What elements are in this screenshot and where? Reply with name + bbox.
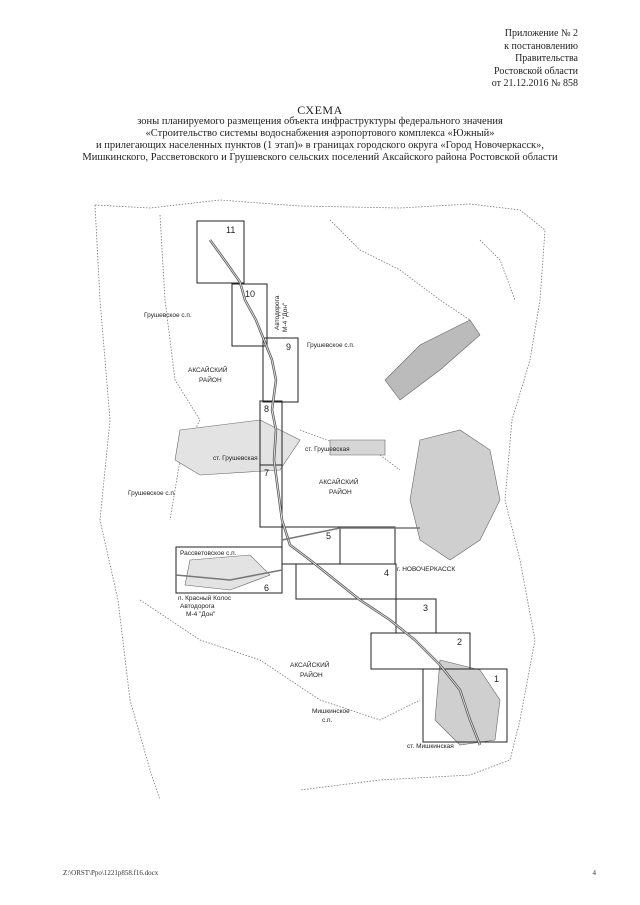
label-st-grushevskaya-1: ст. Грушевская (213, 455, 258, 462)
label-st-grushevskaya-2: ст. Грушевская (305, 446, 350, 453)
label-road-1b: М-4 "Дон" (282, 302, 289, 332)
label-st-mishkinskaya: ст. Мишкинская (407, 743, 454, 750)
label-rassvetovskoe: Рассветовское с.п. (180, 550, 237, 557)
label-aksai-2a: АКСАЙСКИЙ (319, 479, 359, 486)
sheet-number-4: 4 (384, 568, 390, 578)
sheet-number-9: 9 (286, 342, 292, 352)
label-grushevskoe-3: Грушевское с.п. (128, 490, 176, 497)
sheet-number-2: 2 (457, 637, 463, 647)
label-grushevskoe-1: Грушевское с.п. (144, 312, 192, 319)
appendix-block (398, 28, 578, 91)
title-heading: СХЕМА (297, 103, 343, 117)
sheet-number-10: 10 (245, 289, 256, 299)
label-aksai-1a: АКСАЙСКИЙ (188, 367, 228, 374)
label-aksai-3a: АКСАЙСКИЙ (290, 662, 330, 669)
label-mishkinskoe-sp: с.п. (322, 717, 333, 724)
title-line-1: зоны планируемого размещения объекта инфраструктуры федерального значения (137, 116, 503, 127)
sheet-number-7: 7 (264, 468, 270, 478)
appendix-line-3: Правительства (515, 53, 578, 64)
sheet-number-11: 11 (226, 225, 236, 235)
label-road-2b: М-4 "Дон" (186, 611, 216, 618)
scheme-title (0, 104, 640, 164)
appendix-line-1: Приложение № 2 (504, 28, 578, 39)
label-aksai-1b: РАЙОН (199, 377, 222, 384)
label-novocherkassk: г. НОВОЧЕРКАССК (397, 566, 456, 573)
sheet-number-1: 1 (494, 674, 500, 684)
settlement-areas (175, 320, 500, 745)
appendix-line-4: Ростовской области (494, 65, 578, 77)
appendix-line-5: от 21.12.2016 № 858 (491, 78, 578, 89)
scheme-map (0, 190, 640, 800)
sheet-number-6: 6 (264, 583, 270, 593)
label-aksai-3b: РАЙОН (300, 672, 323, 679)
title-line-3: и прилегающих населенных пунктов (1 этап)» в границах городского округа «Город Новочеркасск», (96, 140, 544, 151)
footer-page-number: 4 (592, 869, 596, 877)
label-road-2a: Автодорога (180, 603, 215, 610)
label-mishkinskoe: Мишкинское (312, 708, 350, 715)
label-aksai-2b: РАЙОН (329, 489, 352, 496)
sheet-number-8: 8 (264, 404, 270, 414)
label-krasny-kolos: п. Красный Колос (178, 595, 232, 602)
footer-file-path: Z:\ORST\Ppo\1221p858.f16.docx (63, 869, 159, 877)
title-line-4: Мишкинского, Рассветовского и Грушевского сельских поселений Аксайского района Ростовской области (82, 152, 558, 163)
label-road-1a: Автодорога (274, 295, 281, 330)
appendix-line-2: к постановлению (504, 40, 578, 52)
label-grushevskoe-2: Грушевское с.п. (307, 342, 355, 349)
sheet-number-5: 5 (326, 531, 332, 541)
sheet-number-3: 3 (423, 603, 429, 613)
title-line-2: «Строительство системы водоснабжения аэропортового комплекса «Южный» (145, 128, 495, 139)
